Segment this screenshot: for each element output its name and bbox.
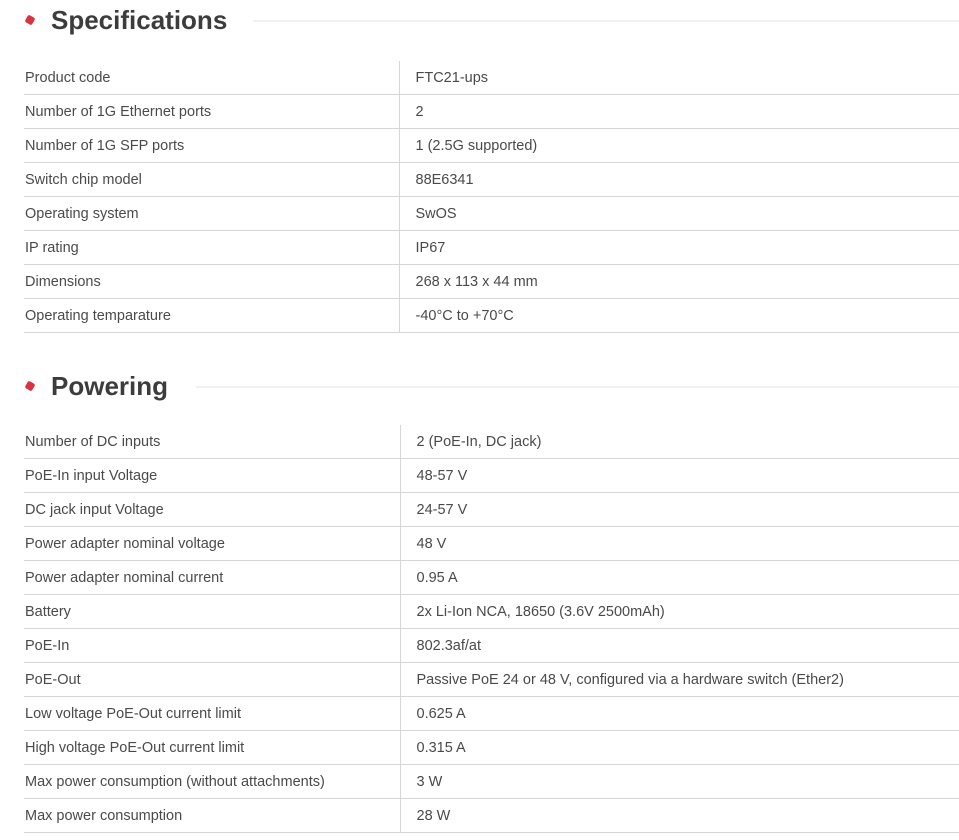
spec-value: 2x Li-Ion NCA, 18650 (3.6V 2500mAh) <box>400 595 959 629</box>
header-divider <box>253 20 959 22</box>
spec-label: Switch chip model <box>24 163 399 197</box>
table-row <box>24 299 959 333</box>
spec-value: 0.95 A <box>400 561 959 595</box>
table-row <box>24 425 959 459</box>
section-title-specifications: Specifications <box>51 5 228 35</box>
table-row <box>24 459 959 493</box>
spec-label: High voltage PoE-Out current limit <box>24 731 400 765</box>
spec-label: Max power consumption (without attachments) <box>24 765 400 799</box>
spec-value: 48 V <box>400 527 959 561</box>
powering-header <box>0 366 959 408</box>
spec-label: Number of DC inputs <box>24 425 400 459</box>
spec-label: Low voltage PoE-Out current limit <box>24 697 400 731</box>
bullet-icon <box>25 15 36 26</box>
spec-value: 28 W <box>400 799 959 833</box>
spec-label: PoE-In input Voltage <box>24 459 400 493</box>
spec-label: Power adapter nominal current <box>24 561 400 595</box>
spec-value: Passive PoE 24 or 48 V, configured via a hardware switch (Ether2) <box>400 663 959 697</box>
spec-value: 2 <box>399 95 959 129</box>
table-row <box>24 663 959 697</box>
header-divider <box>196 386 959 388</box>
bullet-icon <box>25 381 36 392</box>
specifications-header <box>0 0 959 42</box>
spec-label: DC jack input Voltage <box>24 493 400 527</box>
specifications-table <box>24 61 959 333</box>
spec-label: Number of 1G Ethernet ports <box>24 95 399 129</box>
table-row <box>24 561 959 595</box>
spec-label: IP rating <box>24 231 399 265</box>
spec-value: 88E6341 <box>399 163 959 197</box>
spec-value: 268 x 113 x 44 mm <box>399 265 959 299</box>
spec-value: FTC21-ups <box>399 61 959 95</box>
table-row <box>24 61 959 95</box>
spec-label: Operating system <box>24 197 399 231</box>
spec-label: Dimensions <box>24 265 399 299</box>
table-row <box>24 697 959 731</box>
spec-value: 0.315 A <box>400 731 959 765</box>
spec-value: -40°C to +70°C <box>399 299 959 333</box>
spec-label: Number of 1G SFP ports <box>24 129 399 163</box>
table-row <box>24 629 959 663</box>
table-row <box>24 163 959 197</box>
section-title-powering: Powering <box>51 371 169 401</box>
spec-value: 1 (2.5G supported) <box>399 129 959 163</box>
table-row <box>24 231 959 265</box>
table-row <box>24 197 959 231</box>
table-row <box>24 731 959 765</box>
spec-label: Product code <box>24 61 399 95</box>
table-row <box>24 95 959 129</box>
spec-label: Max power consumption <box>24 799 400 833</box>
spec-value: SwOS <box>399 197 959 231</box>
spec-value: 802.3af/at <box>400 629 959 663</box>
spec-value: IP67 <box>399 231 959 265</box>
spec-label: PoE-In <box>24 629 400 663</box>
spec-value: 48-57 V <box>400 459 959 493</box>
table-row <box>24 799 959 833</box>
table-row <box>24 493 959 527</box>
powering-table <box>24 425 959 833</box>
table-row <box>24 265 959 299</box>
table-row <box>24 129 959 163</box>
spec-value: 3 W <box>400 765 959 799</box>
table-row <box>24 765 959 799</box>
spec-label: Power adapter nominal voltage <box>24 527 400 561</box>
spec-value: 0.625 A <box>400 697 959 731</box>
spec-label: Operating temparature <box>24 299 399 333</box>
powering-section <box>0 366 959 824</box>
spec-label: Battery <box>24 595 400 629</box>
spec-value: 2 (PoE-In, DC jack) <box>400 425 959 459</box>
table-row <box>24 527 959 561</box>
table-row <box>24 595 959 629</box>
specifications-section <box>0 0 959 324</box>
spec-label: PoE-Out <box>24 663 400 697</box>
spec-value: 24-57 V <box>400 493 959 527</box>
